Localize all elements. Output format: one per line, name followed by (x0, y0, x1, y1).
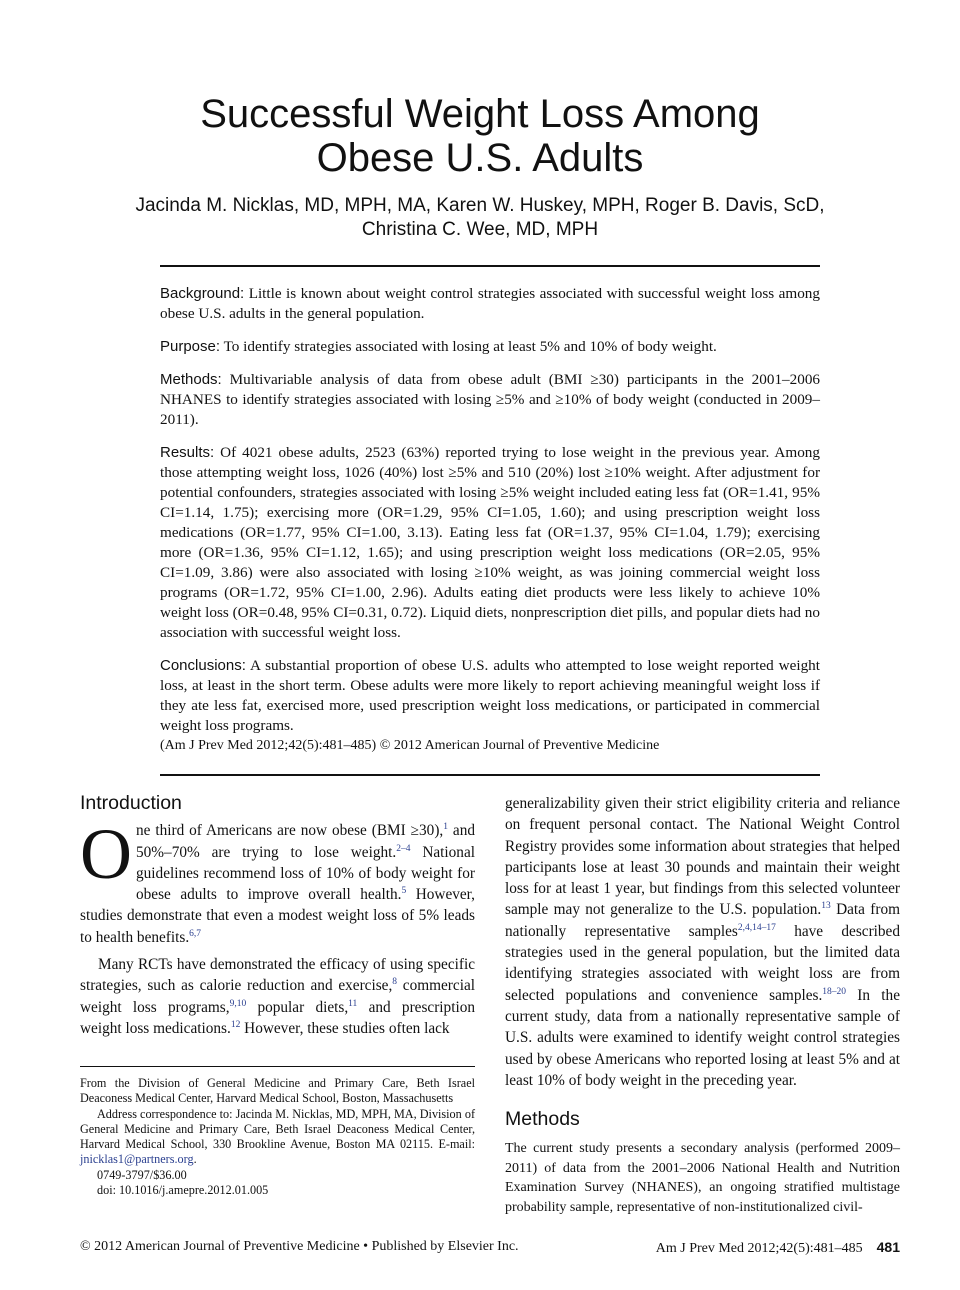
abstract-bottom-rule (160, 774, 820, 776)
citation-ref[interactable]: 5 (401, 886, 407, 897)
intro-p1-text-c: National guidelines recommend loss of 10% of body weight for obese adults to improve overall health. (136, 843, 475, 904)
purpose-text: To identify strategies associated with losing at least 5% and 10% of body weight. (223, 338, 717, 355)
intro-paragraph-2 (80, 954, 475, 1039)
email-link[interactable]: jnicklas1@partners.org (80, 1152, 194, 1167)
right-column (505, 793, 900, 1091)
methods-label: Methods: (160, 371, 222, 388)
abstract-citation: (Am J Prev Med 2012;42(5):481–485) © 2012 American Journal of Preventive Medicine (160, 738, 660, 753)
left-column (80, 793, 475, 1039)
abstract (160, 284, 820, 769)
right-text-d: In the current study, data from a nationally representative sample of U.S. adults were examined to identify weight control strategies used by obese Americans who reported losing at least 5% and at least 10% of body weight in the preceding year. (505, 986, 900, 1089)
footer-copyright: © 2012 American Journal of Preventive Medicine • Published by Elsevier Inc. (80, 1239, 519, 1254)
conclusions-text: A substantial proportion of obese U.S. adults who attempted to lose weight reported weight loss, at least in the short term. Obese adults were more likely to report achieving meaningful weight loss if they ate less fat, exercised more, used prescription weight loss medications, or participated in commercial weight loss programs. (160, 657, 820, 734)
citation-ref[interactable]: 2,4,14–17 (737, 922, 776, 933)
background-label: Background: (160, 285, 245, 302)
authors-line-2: Christina C. Wee, MD, MPH (361, 219, 599, 240)
right-text-c: have described strategies used in the general population, but the limited data identifying strategies associated with weight loss are from selected populations and convenience samples. (505, 922, 900, 1004)
citation-ref[interactable]: 8 (392, 977, 398, 988)
footer-citation: Am J Prev Med 2012;42(5):481–485 (655, 1241, 863, 1256)
citation-ref[interactable]: 6,7 (189, 928, 202, 939)
right-text-b: Data from nationally representative samples (505, 901, 900, 940)
article-title (0, 92, 960, 180)
doi-note[interactable]: doi: 10.1016/j.amepre.2012.01.005 (97, 1183, 269, 1198)
citation-ref[interactable]: 1 (443, 822, 448, 833)
methods-text: Multivariable analysis of data from obese adult (BMI ≥30) participants in the 2001–2006 NHANES to identify strategies associated with losing ≥5% and ≥10% of body weight (conducted in 2009–2011). (160, 371, 821, 428)
intro-p1-text-a: ne third of Americans are now obese (BMI ≥30), (136, 822, 444, 840)
footer-journal-ref (656, 1238, 900, 1258)
background-text: Little is known about weight control strategies associated with successful weight loss among obese U.S. adults in the general population. (160, 285, 820, 322)
correspondence-note (80, 1107, 475, 1168)
abstract-methods (160, 370, 820, 430)
abstract-purpose (160, 337, 820, 357)
title-line-1: Successful Weight Loss Among (200, 92, 760, 136)
affiliation-note: From the Division of General Medicine and Primary Care, Beth Israel Deaconess Medical Center, Harvard Medical School, Boston, Massachusetts (80, 1076, 475, 1106)
citation-ref[interactable]: 11 (348, 998, 358, 1009)
footnotes (80, 1076, 475, 1198)
drop-cap: O (80, 814, 132, 895)
methods-heading: Methods (505, 1108, 580, 1130)
conclusions-label: Conclusions: (160, 657, 246, 674)
results-text: Of 4021 obese adults, 2523 (63%) reported trying to lose weight in the previous year. Among those attempting weight loss, 1026 (40%) lost ≥5% and 510 (20%) lost ≥10% weight. After adjustment for potential confounders, strategies associated with losing ≥5% weight included eating less fat (OR=1.41, 95% CI=1.14, 1.75); exercising more (OR=1.29, 95% CI=1.05, 1.60); and using prescription weight loss medications (OR=1.77, 95% CI=1.00, 3.13). Eating less fat (OR=1.37, 95% CI=1.04, 1.79); exercising more (OR=1.36, 95% CI=1.12, 1.65); and using prescription weight loss medications (OR=2.05, 95% CI=1.09, 3.86) were also associated with losing ≥10% weight, as was joining commercial weight loss programs (OR=1.72, 95% CI=1.00, 2.96). Adults eating diet products were less likely to achieve 10% weight loss (OR=0.48, 95% CI=0.31, 0.72). Liquid diets, nonprescription diet pills, and popular diets had no association with successful weight loss. (160, 444, 820, 641)
citation-ref[interactable]: 9,10 (229, 998, 247, 1009)
right-text-a: generalizability given their strict eligibility criteria and reliance on frequent personal contact. The National Weight Control Registry provides some information about strategies that helped participants lose at least 30 pounds and maintain their weight loss for at least 1 year, but findings from this selected volunteer sample may not generalize to the U.S. population. (505, 795, 900, 919)
abstract-conclusions (160, 656, 820, 736)
author-list (80, 194, 880, 242)
results-label: Results: (160, 444, 215, 461)
email-label: E-mail: (438, 1137, 475, 1152)
citation-ref[interactable]: 12 (230, 1019, 241, 1030)
abstract-top-rule (160, 265, 820, 267)
intro-p2-text-a: Many RCTs have demonstrated the efficacy of using specific strategies, such as calorie reduction and exercise, (80, 956, 475, 995)
citation-ref[interactable]: 13 (821, 901, 831, 912)
citation-ref[interactable]: 2–4 (396, 843, 411, 854)
title-line-2: Obese U.S. Adults (316, 136, 644, 180)
intro-p2-text-d: and prescription weight loss medications. (80, 998, 475, 1037)
methods-section (505, 1108, 900, 1217)
right-paragraph (505, 793, 900, 1091)
correspondence-text: Address correspondence to: Jacinda M. Nicklas, MD, MPH, MA, Division of General Medicine and Primary Care, Beth Israel Deaconess Medical Center, Harvard Medical School, 330 Brookline Avenue, Boston MA 02115. (80, 1106, 475, 1152)
authors-line-1: Jacinda M. Nicklas, MD, MPH, MA, Karen W. Huskey, MPH, Roger B. Davis, ScD, (135, 195, 825, 216)
intro-paragraph-1 (80, 814, 475, 948)
page-number: 481 (876, 1239, 900, 1255)
citation-ref[interactable]: 18–20 (822, 986, 847, 997)
purpose-label: Purpose: (160, 338, 221, 355)
intro-p2-text-e: However, these studies often lack (240, 1019, 450, 1037)
intro-p1-text-b: and 50%–70% are trying to lose weight. (136, 822, 475, 861)
footnote-rule (80, 1066, 475, 1067)
abstract-background (160, 284, 820, 324)
abstract-results (160, 443, 820, 643)
introduction-heading: Introduction (80, 792, 182, 814)
intro-p2-text-c: popular diets, (246, 998, 349, 1016)
methods-paragraph: The current study presents a secondary analysis (performed 2009–2011) of data from the 2001–2006 National Health and Nutrition Examination Survey (NHANES), an ongoing stratified multistage probability sample, representative of non-institutionalized civil- (505, 1141, 900, 1215)
issn-note: 0749-3797/$36.00 (97, 1167, 187, 1182)
intro-p2-text-b: commercial weight loss programs, (80, 977, 475, 1016)
email-end: . (193, 1152, 197, 1167)
intro-p1-text-d: However, studies demonstrate that even a modest weight loss of 5% leads to health benefits. (80, 886, 475, 946)
